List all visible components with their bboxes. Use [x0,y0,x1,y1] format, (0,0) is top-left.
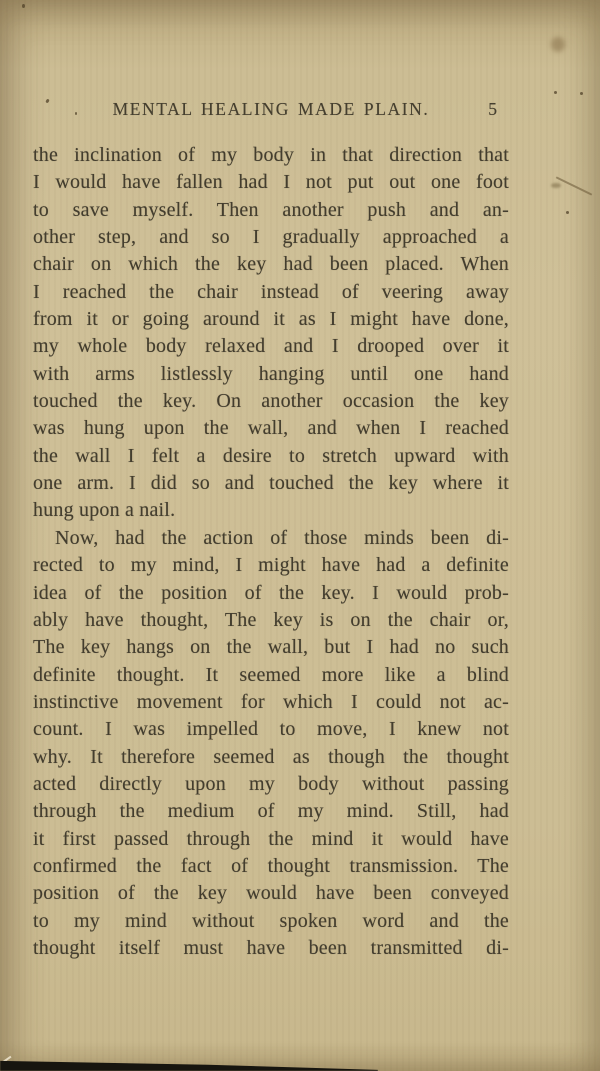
text-line: hung upon a nail. [33,499,176,522]
text-line: idea of the position of the key. I would prob- [33,581,509,604]
text-line: the inclination of my body in that direction that [33,144,509,166]
page-number: 5 [488,99,497,119]
text-line: I would have fallen had I not put out one foot [33,171,509,194]
text-line: Now, had the action of those minds been di- [55,526,509,549]
body-text [33,142,509,962]
text-line: one arm. I did so and touched the key where it [33,472,509,495]
text-line: was hung upon the wall, and when I reached [33,417,509,440]
text-line: touched the key. On another occasion the key [33,390,509,413]
text-line: The key hangs on the wall, but I had no such [33,636,509,659]
paper-speck [580,92,583,95]
paper-speck [22,4,25,8]
text-line: it first passed through the mind it would have [33,827,509,850]
text-line: count. I was impelled to move, I knew not [33,718,509,741]
scan-edge-shadow [0,1057,378,1071]
paper-scratch [551,183,561,188]
text-line: from it or going around it as I might have done, [33,308,509,331]
text-line: ably have thought, The key is on the chair or, [33,608,509,631]
paper-stain [551,37,565,52]
running-header [33,99,509,123]
running-title: MENTAL HEALING MADE PLAIN. [112,99,430,119]
paper-speck [566,211,569,214]
text-line: to my mind without spoken word and the [33,909,509,932]
paper-speck [554,91,557,94]
text-line: I reached the chair instead of veering away [33,280,509,303]
text-line: to save myself. Then another push and an- [33,198,509,221]
text-line: acted directly upon my body without passing [33,772,509,795]
text-line: instinctive movement for which I could not ac- [33,690,509,713]
paper-scratch [556,176,593,195]
text-line: confirmed the fact of thought transmission. The [33,854,509,877]
corner-mark [1,1056,12,1065]
text-line: chair on which the key had been placed. When [33,253,509,276]
text-line: definite thought. It seemed more like a blind [33,663,509,686]
text-line: my whole body relaxed and I drooped over it [33,335,509,358]
text-line: the wall I felt a desire to stretch upward with [33,444,509,467]
text-line: through the medium of my mind. Still, had [33,800,509,823]
text-line: why. It therefore seemed as though the thought [33,745,509,768]
text-line: position of the key would have been conveyed [33,882,509,905]
text-line: other step, and so I gradually approached a [33,226,509,249]
text-line: thought itself must have been transmitted di- [33,936,509,959]
text-line: with arms listlessly hanging until one hand [33,362,509,385]
text-line: rected to my mind, I might have had a definite [33,554,509,577]
